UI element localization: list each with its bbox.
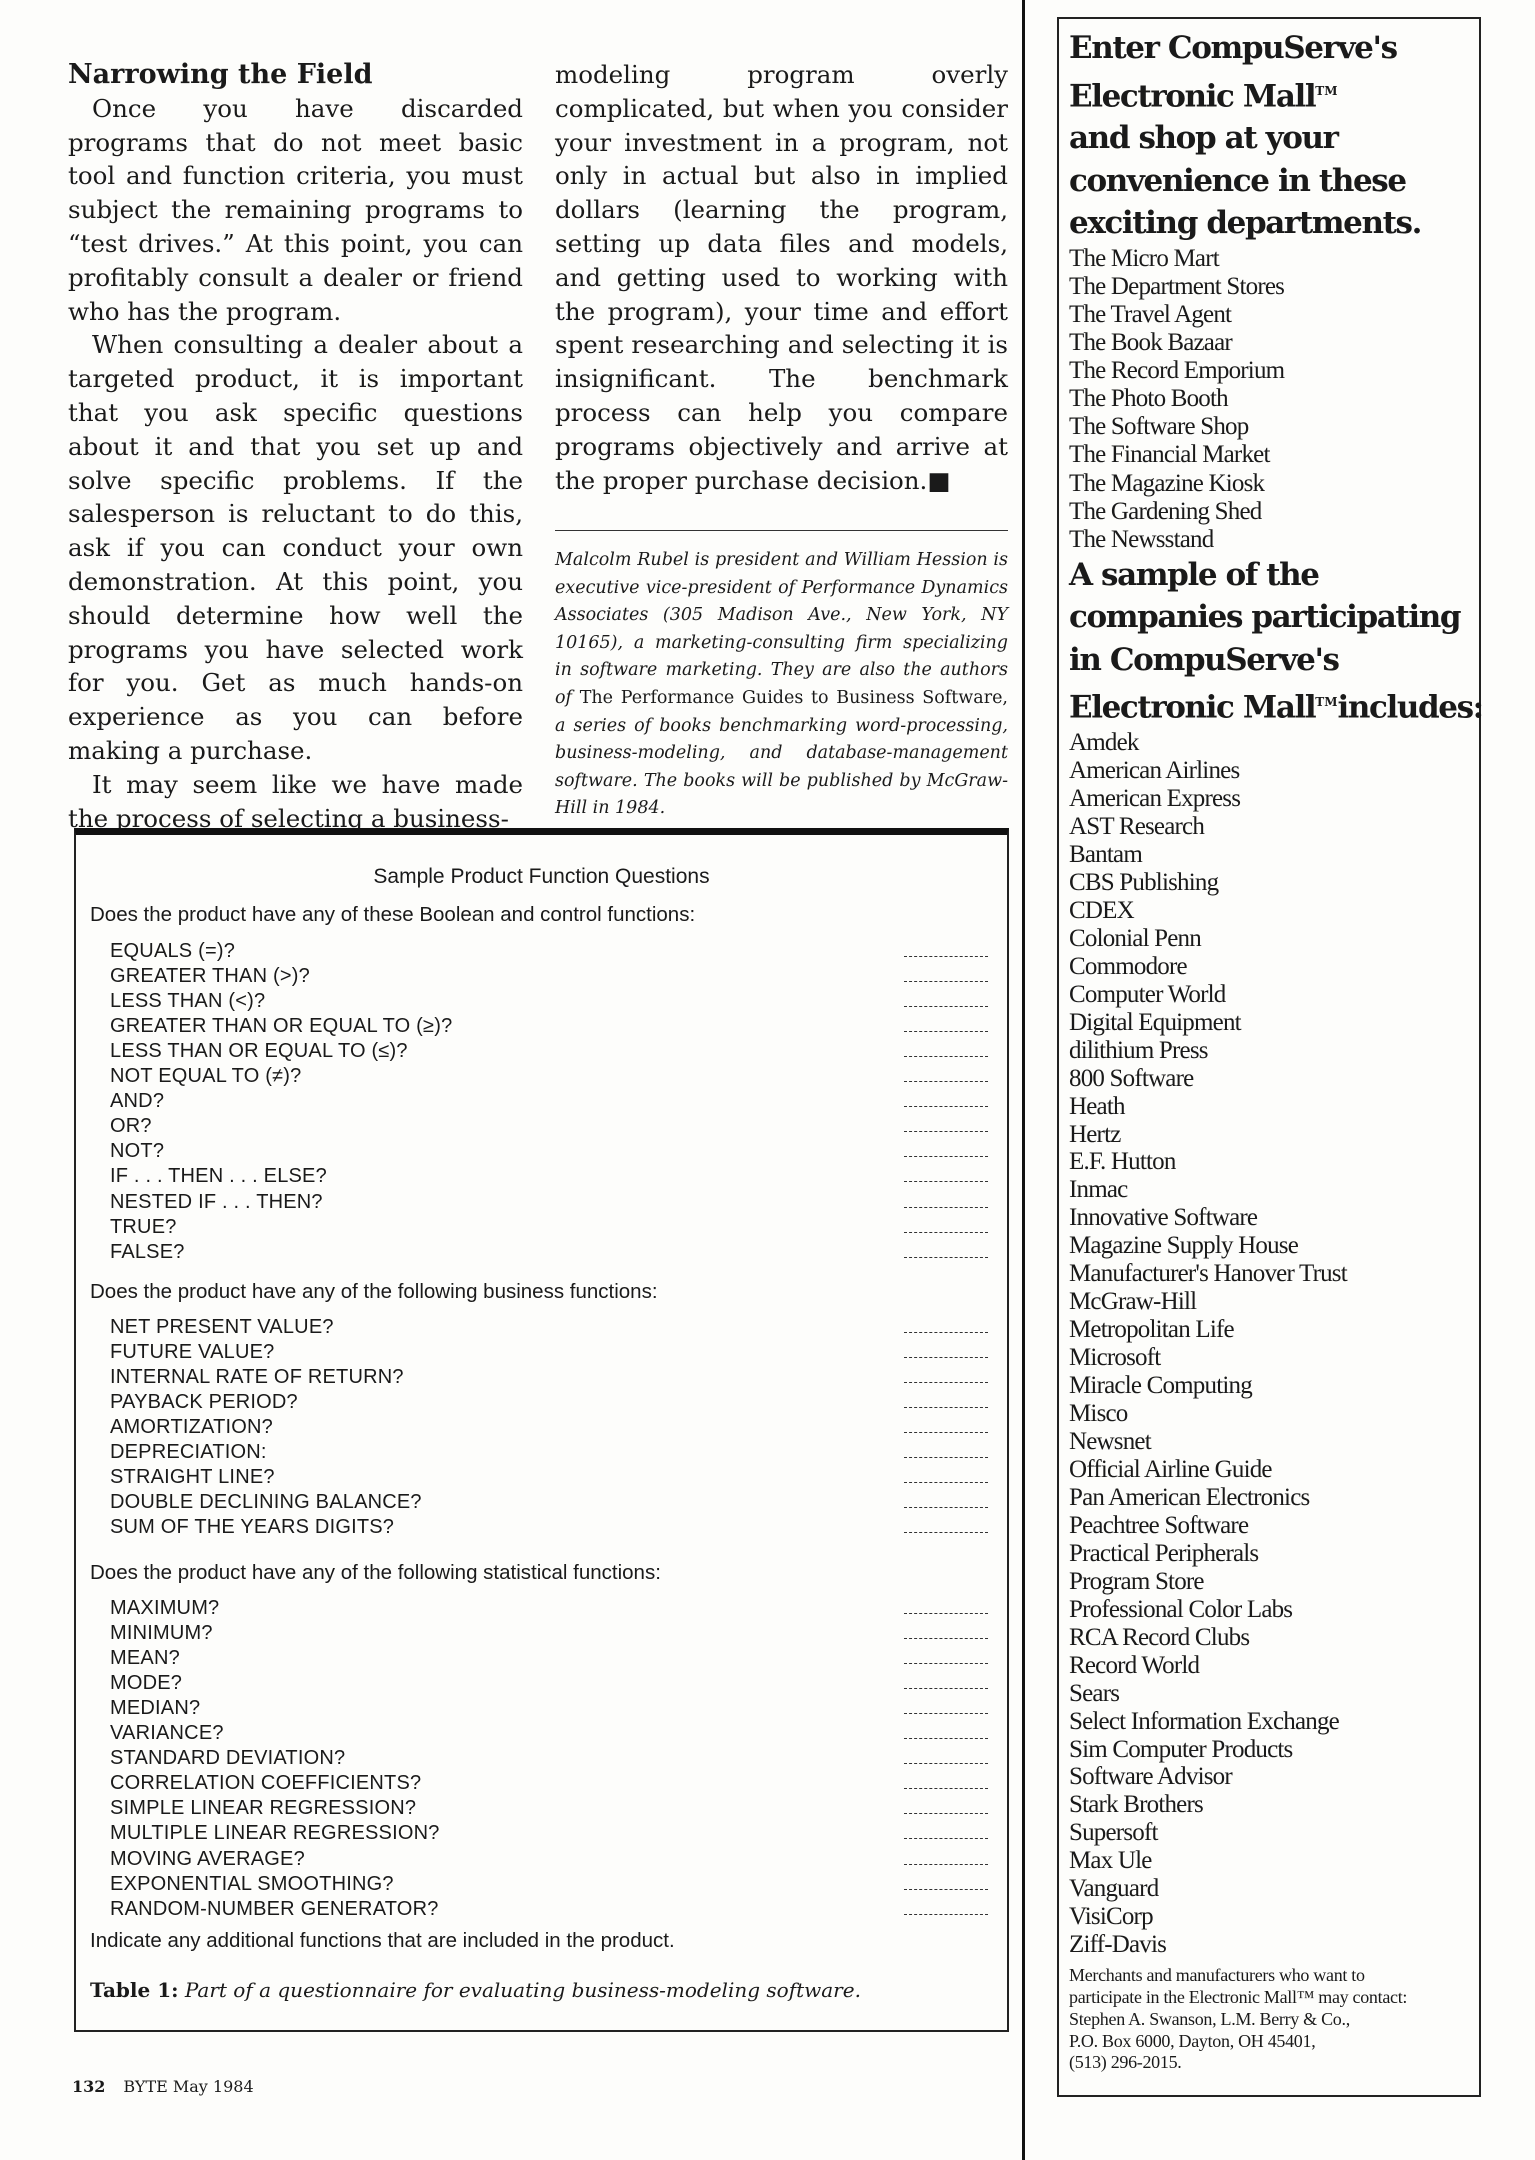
company-item: Program Store xyxy=(1069,1567,1204,1595)
contact-line: Stephen A. Swanson, L.M. Berry & Co., xyxy=(1069,2008,1350,2029)
end-mark: ■ xyxy=(927,465,951,495)
company-item: Colonial Penn xyxy=(1069,924,1201,952)
question-item: INTERNAL RATE OF RETURN? xyxy=(110,1366,404,1389)
company-item: Metropolitan Life xyxy=(1069,1316,1234,1344)
sample-heading-text: Electronic Mall xyxy=(1069,689,1316,726)
company-item: Supersoft xyxy=(1069,1819,1158,1847)
page-number: 132 xyxy=(72,2077,106,2096)
answer-blank[interactable] xyxy=(904,1713,988,1714)
article-paragraph: Once you have discarded programs that do not meet basic tool and function criteria, you must subject the remaining programs to “test drives.” At this point, you can profitably consult a dealer or friend who has the program. xyxy=(68,93,523,326)
question-item: IF . . . THEN . . . ELSE? xyxy=(110,1165,327,1188)
article-paragraph: It may seem like we have made the process of selecting a business- xyxy=(68,769,523,833)
question-item: MINIMUM? xyxy=(110,1622,213,1645)
sample-heading-line: A sample of the xyxy=(1069,556,1319,593)
ad-headline-line: exciting departments. xyxy=(1069,205,1422,242)
answer-blank[interactable] xyxy=(904,981,988,982)
article-paragraph-text: modeling program overly complicated, but when you consider your investment in a program, not only in actual but also in implied dollars (learning the program, setting up data files and models, and getting used to working with the program), your time and effort spent researching and selecting it is insignificant. The benchmark process can help you compare programs objectively and arrive at the proper purchase decision. xyxy=(555,60,1008,495)
page-footer xyxy=(72,2077,254,2096)
answer-blank[interactable] xyxy=(904,1813,988,1814)
company-item: Magazine Supply House xyxy=(1069,1232,1298,1260)
company-item: Heath xyxy=(1069,1092,1125,1120)
section-heading: Narrowing the Field xyxy=(68,59,373,90)
company-item: CBS Publishing xyxy=(1069,868,1219,896)
question-item: EXPONENTIAL SMOOTHING? xyxy=(110,1872,394,1895)
question-item: AMORTIZATION? xyxy=(110,1416,273,1439)
author-bio-text: Malcolm Rubel is president and William Hession is executive vice-president of Performance Dynamics Associates (305 Madison Ave., New York, NY 10165), a marketing-consulting firm specializing in software marketing. They are also the authors of xyxy=(555,550,1008,708)
contact-line: participate in the Electronic Mall™ may contact: xyxy=(1069,1986,1408,2007)
company-item: Pan American Electronics xyxy=(1069,1483,1310,1511)
sample-heading-line: in CompuServe's xyxy=(1069,641,1339,678)
answer-blank[interactable] xyxy=(904,1688,988,1689)
department-item: The Department Stores xyxy=(1069,272,1285,300)
department-item: The Micro Mart xyxy=(1069,244,1219,272)
additional-functions-line: Indicate any additional functions that are included in the product. xyxy=(90,1929,675,1952)
company-item: Manufacturer's Hanover Trust xyxy=(1069,1260,1347,1288)
company-item: Commodore xyxy=(1069,952,1187,980)
book-title: The Performance Guides to Business Software, xyxy=(579,687,1008,708)
company-item: Innovative Software xyxy=(1069,1204,1258,1232)
questionnaire-table xyxy=(74,828,1009,2032)
department-list xyxy=(1069,245,1471,554)
author-bio-text: a series of books benchmarking word-processing, business-modeling, and database-management software. The books will be published by McGraw-Hill in 1984. xyxy=(555,715,1008,819)
company-item: Official Airline Guide xyxy=(1069,1455,1272,1483)
answer-blank[interactable] xyxy=(904,1482,988,1483)
table-caption xyxy=(90,1978,861,2002)
department-item: The Newsstand xyxy=(1069,525,1214,553)
table-title: Sample Product Function Questions xyxy=(373,865,710,888)
question-item: STRAIGHT LINE? xyxy=(110,1466,275,1489)
question-item: MAXIMUM? xyxy=(110,1597,220,1619)
company-item: Misco xyxy=(1069,1400,1128,1428)
contact-info xyxy=(1069,1965,1471,2074)
sample-heading-line xyxy=(1069,681,1483,729)
answer-blank[interactable] xyxy=(904,1056,988,1057)
question-item: CORRELATION COEFFICIENTS? xyxy=(110,1772,422,1795)
question-item: NESTED IF . . . THEN? xyxy=(110,1190,323,1213)
company-item: E.F. Hutton xyxy=(1069,1148,1176,1176)
ad-headline-text: Electronic Mall xyxy=(1069,77,1316,114)
answer-blank[interactable] xyxy=(904,1507,988,1508)
department-item: The Book Bazaar xyxy=(1069,329,1232,357)
department-item: The Gardening Shed xyxy=(1069,497,1262,525)
question-item: NET PRESENT VALUE? xyxy=(110,1316,334,1338)
question-item: MEAN? xyxy=(110,1647,180,1670)
answer-blank[interactable] xyxy=(904,1864,988,1865)
department-item: The Magazine Kiosk xyxy=(1069,469,1265,497)
company-item: Amdek xyxy=(1069,729,1139,757)
company-item: Professional Color Labs xyxy=(1069,1595,1293,1623)
compuserve-advertisement xyxy=(1057,17,1481,2097)
department-item: The Software Shop xyxy=(1069,413,1249,441)
question-item: MOVING AVERAGE? xyxy=(110,1847,305,1870)
answer-blank[interactable] xyxy=(904,1838,988,1839)
answer-blank[interactable] xyxy=(904,1006,988,1007)
question-item: DEPRECIATION: xyxy=(110,1441,267,1464)
trademark-mark: TM xyxy=(1315,83,1338,98)
company-item: Microsoft xyxy=(1069,1344,1161,1372)
answer-blank[interactable] xyxy=(904,1357,988,1358)
company-item: Miracle Computing xyxy=(1069,1372,1252,1400)
company-item: Digital Equipment xyxy=(1069,1008,1241,1036)
answer-blank[interactable] xyxy=(904,1257,988,1258)
company-item: McGraw-Hill xyxy=(1069,1288,1197,1316)
company-item: Sim Computer Products xyxy=(1069,1735,1293,1763)
caption-text: Part of a questionnaire for evaluating business-modeling software. xyxy=(184,1978,861,2002)
answer-blank[interactable] xyxy=(904,1382,988,1383)
business-question: Does the product have any of the following business functions: xyxy=(90,1280,658,1303)
company-item: Select Information Exchange xyxy=(1069,1707,1339,1735)
question-item: DOUBLE DECLINING BALANCE? xyxy=(110,1491,422,1514)
contact-line: P.O. Box 6000, Dayton, OH 45401, xyxy=(1069,2030,1316,2051)
question-item: AND? xyxy=(110,1090,165,1113)
sample-heading-line: companies participating xyxy=(1069,599,1461,636)
company-item: Ziff-Davis xyxy=(1069,1931,1167,1959)
answer-blank[interactable] xyxy=(904,1457,988,1458)
sample-heading-text: includes: xyxy=(1337,689,1483,726)
answer-blank[interactable] xyxy=(904,1788,988,1789)
company-item: Max Ule xyxy=(1069,1847,1152,1875)
question-item: RANDOM-NUMBER GENERATOR? xyxy=(110,1897,439,1920)
ad-headline-line: Enter CompuServe's xyxy=(1069,30,1397,66)
question-item: NOT? xyxy=(110,1140,165,1163)
answer-blank[interactable] xyxy=(904,1081,988,1082)
company-item: Bantam xyxy=(1069,841,1142,868)
answer-blank[interactable] xyxy=(904,1914,988,1915)
answer-blank[interactable] xyxy=(904,1232,988,1233)
company-item: Computer World xyxy=(1069,980,1226,1008)
question-item: TRUE? xyxy=(110,1215,177,1238)
question-item: SUM OF THE YEARS DIGITS? xyxy=(110,1516,395,1539)
company-item: CDEX xyxy=(1069,896,1134,924)
question-item: MEDIAN? xyxy=(110,1697,201,1720)
company-item: Inmac xyxy=(1069,1176,1128,1204)
company-item: 800 Software xyxy=(1069,1064,1194,1092)
company-item: Vanguard xyxy=(1069,1875,1159,1903)
question-item: MODE? xyxy=(110,1672,183,1695)
company-item: Practical Peripherals xyxy=(1069,1539,1259,1567)
question-item: VARIANCE? xyxy=(110,1722,224,1745)
article-paragraph: When consulting a dealer about a targeted product, it is important that you ask specific questions about it and that you set up and solve specific problems. If the salesperson is reluctant to do this, ask if you can conduct your own demonstration. At this point, you should determine how well the programs you have selected work for you. Get as much hands-on experience as you can before making a purchase. xyxy=(68,330,523,765)
company-item: dilithium Press xyxy=(1069,1036,1208,1064)
ad-headline-line xyxy=(1069,70,1471,118)
company-item: Stark Brothers xyxy=(1069,1791,1203,1819)
answer-blank[interactable] xyxy=(904,1181,988,1182)
answer-blank[interactable] xyxy=(904,1889,988,1890)
contact-line: (513) 296-2015. xyxy=(1069,2052,1182,2073)
answer-blank[interactable] xyxy=(904,956,988,957)
article-paragraph xyxy=(555,58,1008,497)
department-item: The Financial Market xyxy=(1069,441,1270,469)
answer-blank[interactable] xyxy=(904,1407,988,1408)
answer-blank[interactable] xyxy=(904,1663,988,1664)
company-item: Record World xyxy=(1069,1651,1200,1679)
answer-blank[interactable] xyxy=(904,1613,988,1614)
answer-blank[interactable] xyxy=(904,1131,988,1132)
boolean-question: Does the product have any of these Boolean and control functions: xyxy=(90,903,696,926)
column-divider xyxy=(1022,0,1025,2160)
company-item: RCA Record Clubs xyxy=(1069,1623,1250,1651)
department-item: The Travel Agent xyxy=(1069,301,1232,329)
company-item: Newsnet xyxy=(1069,1428,1151,1456)
company-item: Software Advisor xyxy=(1069,1763,1232,1791)
question-item: OR? xyxy=(110,1115,152,1138)
company-item: American Airlines xyxy=(1069,757,1240,785)
answer-blank[interactable] xyxy=(904,1156,988,1157)
question-item: GREATER THAN OR EQUAL TO (≥)? xyxy=(110,1015,453,1038)
question-item: GREATER THAN (>)? xyxy=(110,965,310,988)
question-item: FUTURE VALUE? xyxy=(110,1341,275,1364)
question-item: EQUALS (=)? xyxy=(110,940,236,962)
statistical-question: Does the product have any of the following statistical functions: xyxy=(90,1561,661,1584)
contact-line: Merchants and manufacturers who want to xyxy=(1069,1965,1365,1986)
article-middle-column xyxy=(555,58,1008,497)
ad-headline-line: and shop at your xyxy=(1069,120,1338,157)
author-bio xyxy=(555,530,1008,823)
publication-name: BYTE May 1984 xyxy=(123,2077,254,2096)
answer-blank[interactable] xyxy=(904,1532,988,1533)
ad-headline-line: convenience in these xyxy=(1069,162,1406,199)
article-left-column xyxy=(68,58,523,835)
question-item: SIMPLE LINEAR REGRESSION? xyxy=(110,1797,417,1820)
company-list xyxy=(1069,729,1471,1959)
company-item: AST Research xyxy=(1069,813,1205,841)
trademark-mark: TM xyxy=(1315,695,1338,710)
answer-blank[interactable] xyxy=(904,1432,988,1433)
answer-blank[interactable] xyxy=(904,1638,988,1639)
question-item: PAYBACK PERIOD? xyxy=(110,1391,298,1414)
answer-blank[interactable] xyxy=(904,1031,988,1032)
answer-blank[interactable] xyxy=(904,1207,988,1208)
answer-blank[interactable] xyxy=(904,1332,988,1333)
question-item: FALSE? xyxy=(110,1240,185,1263)
caption-label: Table 1: xyxy=(90,1978,179,2002)
company-item: Sears xyxy=(1069,1679,1120,1707)
answer-blank[interactable] xyxy=(904,1106,988,1107)
department-item: The Record Emporium xyxy=(1069,357,1285,385)
answer-blank[interactable] xyxy=(904,1738,988,1739)
question-item: LESS THAN OR EQUAL TO (≤)? xyxy=(110,1040,408,1063)
department-item: The Photo Booth xyxy=(1069,385,1228,413)
answer-blank[interactable] xyxy=(904,1763,988,1764)
question-item: LESS THAN (<)? xyxy=(110,990,266,1013)
question-item: MULTIPLE LINEAR REGRESSION? xyxy=(110,1822,440,1845)
question-item: STANDARD DEVIATION? xyxy=(110,1747,346,1770)
question-item: NOT EQUAL TO (≠)? xyxy=(110,1065,302,1088)
company-item: Peachtree Software xyxy=(1069,1511,1249,1539)
company-item: American Express xyxy=(1069,785,1241,813)
company-item: Hertz xyxy=(1069,1120,1121,1148)
company-item: VisiCorp xyxy=(1069,1903,1153,1931)
